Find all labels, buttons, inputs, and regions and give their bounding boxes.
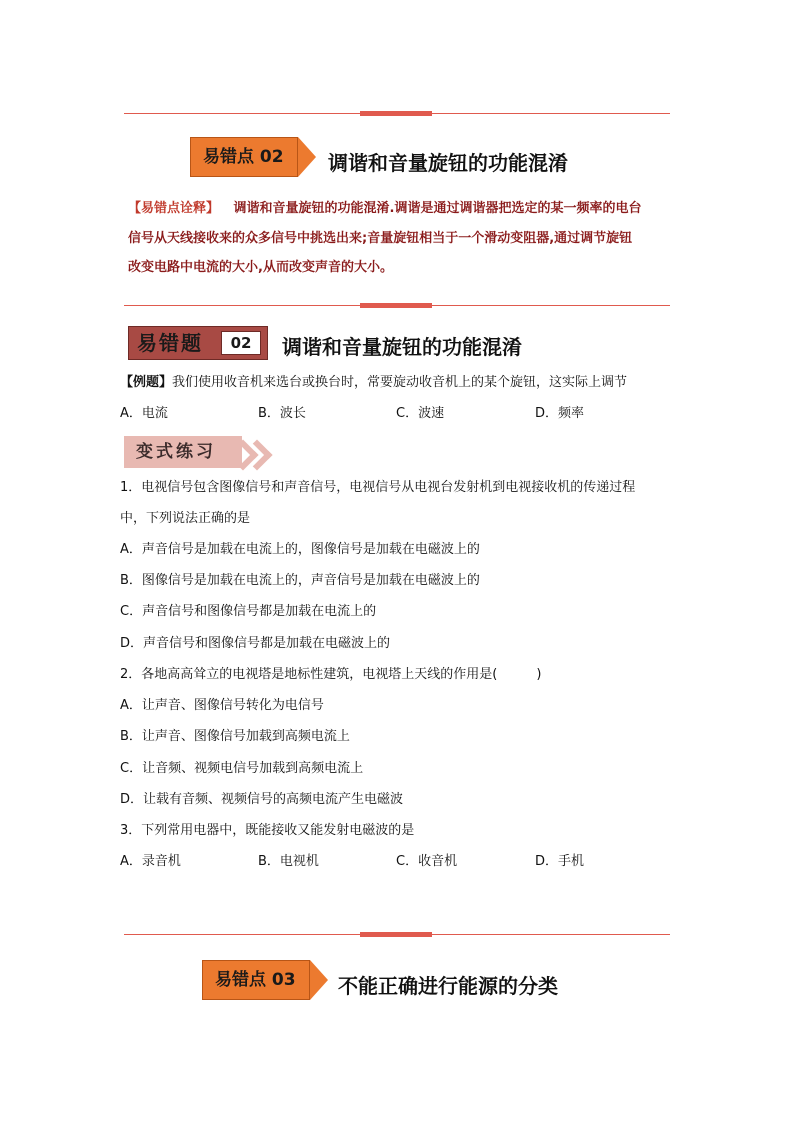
error-point-badge — [190, 137, 298, 177]
explanation-label: 【易错点诠释】 — [128, 201, 220, 216]
practice-badge-label: 变式练习 — [136, 442, 216, 462]
example-text: 我们使用收音机来选台或换台时，常要旋动收音机上的某个旋钮，这实际上调节 — [172, 375, 628, 390]
practice-q1-line-2: 中，下列说法正确的是 — [120, 511, 251, 526]
practice-q3-option-d: D．手机 — [535, 854, 585, 869]
explanation-block — [128, 194, 673, 283]
practice-q2-option-a: A．让声音、图像信号转化为电信号 — [120, 698, 324, 713]
error-question-number: 02 — [221, 331, 261, 355]
practice-q1-option-c: C．声音信号和图像信号都是加载在电流上的 — [120, 604, 377, 619]
badge-arrow-icon — [310, 960, 328, 1000]
example-label: 【例题】 — [120, 375, 173, 390]
practice-badge — [124, 436, 242, 468]
practice-q3-option-c: C．收音机 — [396, 854, 458, 869]
practice-q1-option-a: A．声音信号是加载在电流上的，图像信号是加载在电磁波上的 — [120, 542, 480, 557]
practice-q2-text: 2．各地高高耸立的电视塔是地标性建筑，电视塔上天线的作用是( ) — [120, 667, 542, 682]
section-2-title: 不能正确进行能源的分类 — [338, 974, 558, 998]
explanation-line-3: 改变电路中电流的大小,从而改变声音的大小。 — [128, 260, 393, 275]
practice-q1-option-d: D．声音信号和图像信号都是加载在电磁波上的 — [120, 636, 391, 651]
error-question-badge — [128, 326, 268, 360]
error-question-badge-label: 易错题 — [137, 331, 203, 355]
practice-q1-option-b: B．图像信号是加载在电流上的，声音信号是加载在电磁波上的 — [120, 573, 480, 588]
section-title: 调谐和音量旋钮的功能混淆 — [328, 151, 568, 175]
example-option-a: A．电流 — [120, 406, 168, 421]
practice-q2-option-c: C．让音频、视频电信号加载到高频电流上 — [120, 761, 364, 776]
example-option-c: C．波速 — [396, 406, 445, 421]
practice-q1-line-1: 1．电视信号包含图像信号和声音信号，电视信号从电视台发射机到电视接收机的传递过程 — [120, 480, 636, 495]
example-option-d: D．频率 — [535, 406, 585, 421]
practice-q2-option-d: D．让载有音频、视频信号的高频电流产生电磁波 — [120, 792, 404, 807]
error-point-badge-2-label: 易错点 03 — [215, 970, 296, 990]
example-question — [120, 374, 627, 392]
explanation-line-1: 调谐和音量旋钮的功能混淆.调谐是通过调谐器把选定的某一频率的电台 — [233, 201, 642, 216]
example-option-b: B．波长 — [258, 406, 306, 421]
question-title: 调谐和音量旋钮的功能混淆 — [282, 335, 522, 359]
practice-q3-text: 3．下列常用电器中，既能接收又能发射电磁波的是 — [120, 823, 415, 838]
badge-arrow-icon — [298, 137, 316, 177]
practice-q2-option-b: B．让声音、图像信号加载到高频电流上 — [120, 729, 350, 744]
error-point-badge-2 — [202, 960, 310, 1000]
error-point-badge-label: 易错点 02 — [203, 147, 284, 167]
practice-q3-option-a: A．录音机 — [120, 854, 181, 869]
explanation-line-2: 信号从天线接收来的众多信号中挑选出来;音量旋钮相当于一个滑动变阻器,通过调节旋钮 — [128, 230, 633, 246]
practice-q3-option-b: B．电视机 — [258, 854, 319, 869]
